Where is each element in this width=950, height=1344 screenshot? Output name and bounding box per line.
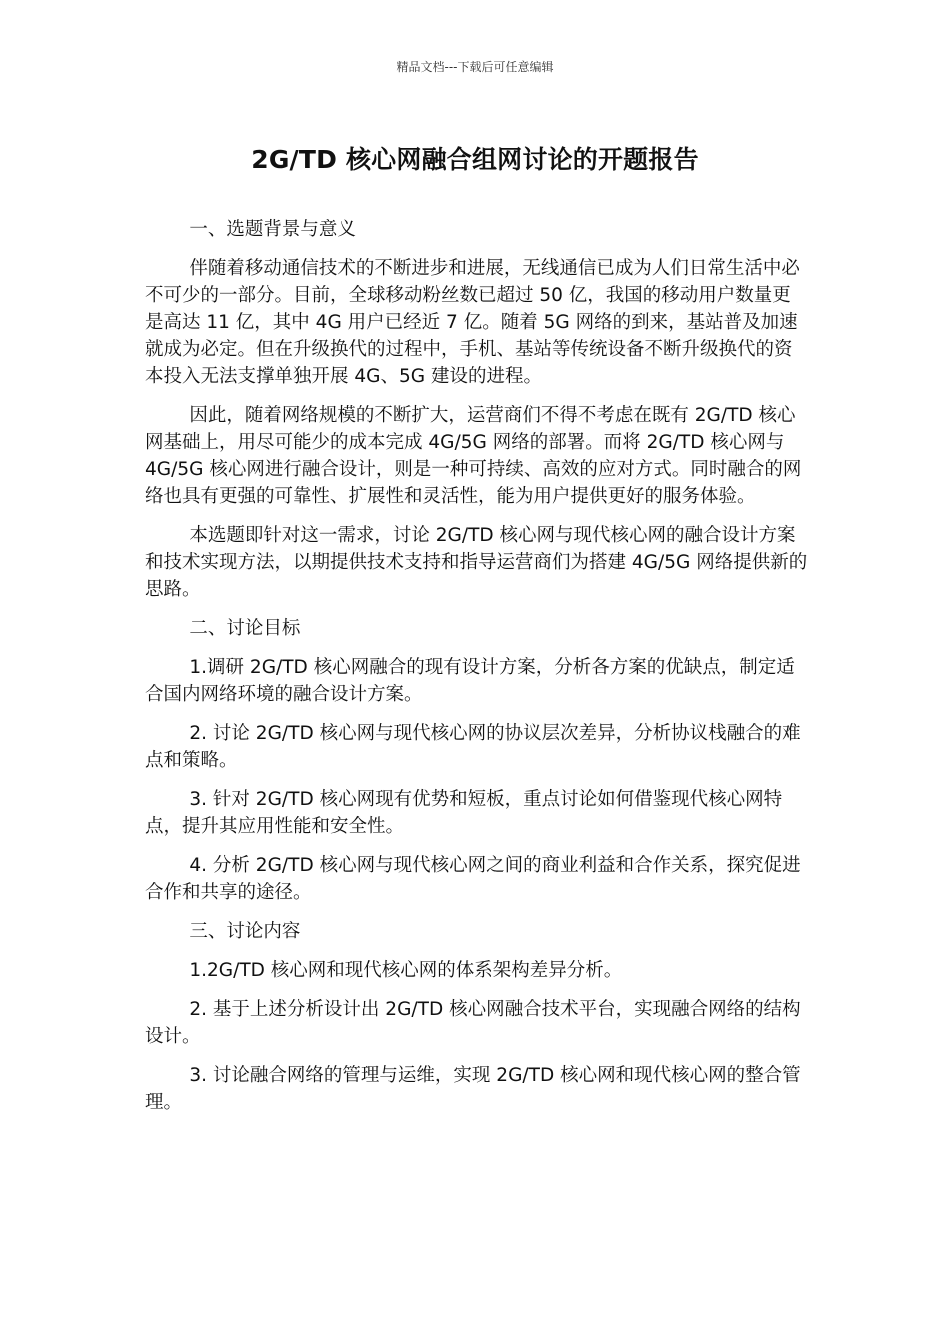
background-paragraph-1: 伴随着移动通信技术的不断进步和进展，无线通信已成为人们日常生活中必不可少的一部分。目前，全球移动粉丝数已超过 50 亿，我国的移动用户数量更是高达 11 亿，其中 4G 用户已经近 7 亿。随着 5G 网络的到来，基站普及加速就成为必定。但在升级换代的过程中，手机、基站等传统设备不断升级换代的资本投入无法支撑单独开展 4G、5G 建设的进程。 bbox=[145, 258, 800, 387]
content-item-2: 2. 基于上述分析设计出 2G/TD 核心网融合技术平台，实现融合网络的结构设计。 bbox=[145, 999, 801, 1047]
background-paragraph-3: 本选题即针对这一需求，讨论 2G/TD 核心网与现代核心网的融合设计方案和技术实现方法，以期提供技术支持和指导运营商们为搭建 4G/5G 网络提供新的思路。 bbox=[145, 525, 808, 600]
document-body bbox=[145, 216, 809, 1128]
section-heading-goals: 二、讨论目标 bbox=[189, 618, 301, 639]
content-item-3: 3. 讨论融合网络的管理与运维，实现 2G/TD 核心网和现代核心网的整合管理。 bbox=[145, 1065, 801, 1113]
goal-item-3: 3. 针对 2G/TD 核心网现有优势和短板，重点讨论如何借鉴现代核心网特点，提升其应用性能和安全性。 bbox=[145, 789, 783, 837]
section-heading-background: 一、选题背景与意义 bbox=[189, 219, 356, 240]
background-paragraph-2: 因此，随着网络规模的不断扩大，运营商们不得不考虑在既有 2G/TD 核心网基础上，用尽可能少的成本完成 4G/5G 网络的部署。而将 2G/TD 核心网与 4G/5G 核心网进行融合设计，则是一种可持续、高效的应对方式。同时融合的网络也具有更强的可靠性、扩展性和灵活性，能为用户提供更好的服务体验。 bbox=[145, 405, 802, 507]
page-header-note: 精品文档---下载后可任意编辑 bbox=[396, 60, 554, 74]
section-heading-content: 三、讨论内容 bbox=[189, 921, 301, 942]
goal-item-4: 4. 分析 2G/TD 核心网与现代核心网之间的商业利益和合作关系，探究促进合作和共享的途径。 bbox=[145, 855, 801, 903]
document-title: 2G/TD 核心网融合组网讨论的开题报告 bbox=[251, 145, 699, 174]
goal-item-1: 1.调研 2G/TD 核心网融合的现有设计方案，分析各方案的优缺点，制定适合国内网络环境的融合设计方案。 bbox=[145, 657, 795, 705]
goal-item-2: 2. 讨论 2G/TD 核心网与现代核心网的协议层次差异，分析协议栈融合的难点和策略。 bbox=[145, 723, 801, 771]
content-item-1: 1.2G/TD 核心网和现代核心网的体系架构差异分析。 bbox=[189, 960, 623, 981]
